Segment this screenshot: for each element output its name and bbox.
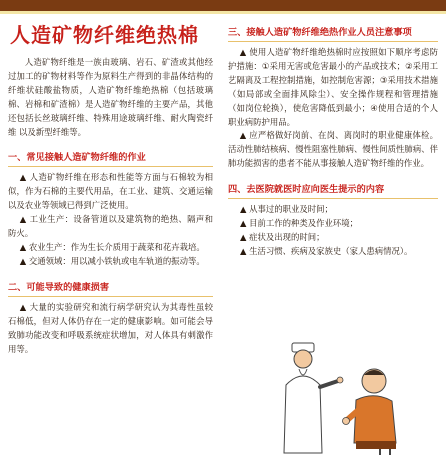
- section-2-heading: [8, 281, 213, 297]
- intro-paragraph: 人造矿物纤维是一族由玻璃、岩石、矿渣或其他经过加工的矿物材料等作为原料生产得到的非晶体结构的纤维状硅酸盐物质，人造矿物纤维绝热棉（包括玻璃棉、岩棉和矿渣棉）是人造矿物纤维的主要产品，其他还包括长丝玻璃纤维、特殊用途玻璃纤维、耐火陶瓷纤维 以及新型纤维等。: [8, 57, 213, 137]
- patient-figure: [343, 369, 397, 455]
- section-4-heading-text: 四、去医院就医时应向医生提示的内容: [228, 184, 385, 196]
- right-column: [228, 22, 438, 259]
- list-item-text: 大量的实验研究和流行病学研究认为其毒性虽较石棉低，但对人体仍存在一定的健康影响。如可能会导致肺功能改变和呼吸系统症状增加，对人体具有刺激作用等。: [8, 301, 213, 354]
- list-item: [240, 217, 438, 231]
- triangle-bullet-icon: ▲: [19, 255, 27, 266]
- top-banner-bar: [0, 0, 446, 11]
- page-title: 人造矿物纤维绝热棉: [10, 23, 199, 47]
- list-item: [8, 255, 213, 269]
- triangle-bullet-icon: ▲: [19, 301, 27, 312]
- list-item: [240, 203, 438, 217]
- top-banner-stripe: [0, 11, 446, 14]
- list-item: [228, 129, 438, 171]
- doctor-figure: [284, 343, 343, 453]
- section-4-rule: [228, 198, 438, 199]
- list-item: [228, 46, 438, 129]
- left-column: [8, 22, 213, 356]
- list-item-text: 使用人造矿物纤维绝热棉时应按照如下顺序考虑防护措施：①采用无害或危害最小的产品或技术；②采用工艺隔离及工程控制措施，如控制危害源；③采用技术措施（如局部或全面排风除尘）、安全操作规程和管理措施（如岗位轮换），使危害降低到最小；④使用合适的个人职业病防护用品。: [228, 47, 438, 127]
- triangle-bullet-icon: ▲: [240, 218, 247, 229]
- doctor-patient-illustration: [276, 335, 426, 455]
- list-item-text: 应严格做好岗前、在岗、离岗时的职业健康体检。活动性肺结核病、慢性阻塞性肺病、慢性间质性肺病、伴肺功能损害的患者不能从事接触人造矿物纤维的作业。: [228, 130, 438, 169]
- section-3-rule: [228, 41, 438, 42]
- list-item-text: 工业生产：设备管道以及建筑物的绝热、隔声和防火。: [8, 214, 213, 239]
- triangle-bullet-icon: ▲: [240, 245, 247, 256]
- section-4-heading: [228, 183, 438, 199]
- list-item-text: 目前工作的种类及作业环境；: [249, 218, 358, 229]
- section-1-heading: [8, 151, 213, 167]
- list-item: [8, 171, 213, 213]
- triangle-bullet-icon: ▲: [239, 130, 247, 141]
- triangle-bullet-icon: ▲: [240, 204, 247, 215]
- section-3-heading: [228, 26, 438, 42]
- triangle-bullet-icon: ▲: [240, 231, 247, 242]
- list-item: [8, 301, 213, 357]
- section-2-rule: [8, 296, 213, 297]
- list-item: [240, 231, 438, 245]
- triangle-bullet-icon: ▲: [19, 172, 27, 183]
- section-3-heading-text: 三、接触人造矿物纤维绝热作业人员注意事项: [228, 27, 412, 38]
- list-item-text: 症状及出现的时间；: [249, 231, 325, 242]
- triangle-bullet-icon: ▲: [19, 214, 27, 225]
- list-item-text: 交通领域：用以减小铁轨或电车轨道的振动等。: [28, 255, 205, 266]
- list-item: [8, 241, 213, 255]
- list-item: [8, 213, 213, 241]
- list-item-text: 人造矿物纤维在形态和性能等方面与石棉较为相似，作为石棉的主要代用品，在工业、建筑、交通运输以及农业等领域已得到广泛使用。: [8, 172, 213, 211]
- triangle-bullet-icon: ▲: [239, 47, 247, 57]
- list-item-text: 农业生产：作为生长介质用于蔬菜和花卉栽培。: [28, 241, 205, 252]
- triangle-bullet-icon: ▲: [19, 241, 27, 252]
- section-1-heading-text: 一、常见接触人造矿物纤维的作业: [8, 152, 146, 164]
- list-item-text: 生活习惯、疾病及家族史（家人患病情况）。: [249, 245, 413, 256]
- section-2-heading-text: 二、可能导致的健康损害: [8, 281, 110, 293]
- section-1-rule: [8, 166, 213, 167]
- list-item: [240, 245, 438, 259]
- list-item-text: 从事过的职业及时间；: [249, 204, 333, 215]
